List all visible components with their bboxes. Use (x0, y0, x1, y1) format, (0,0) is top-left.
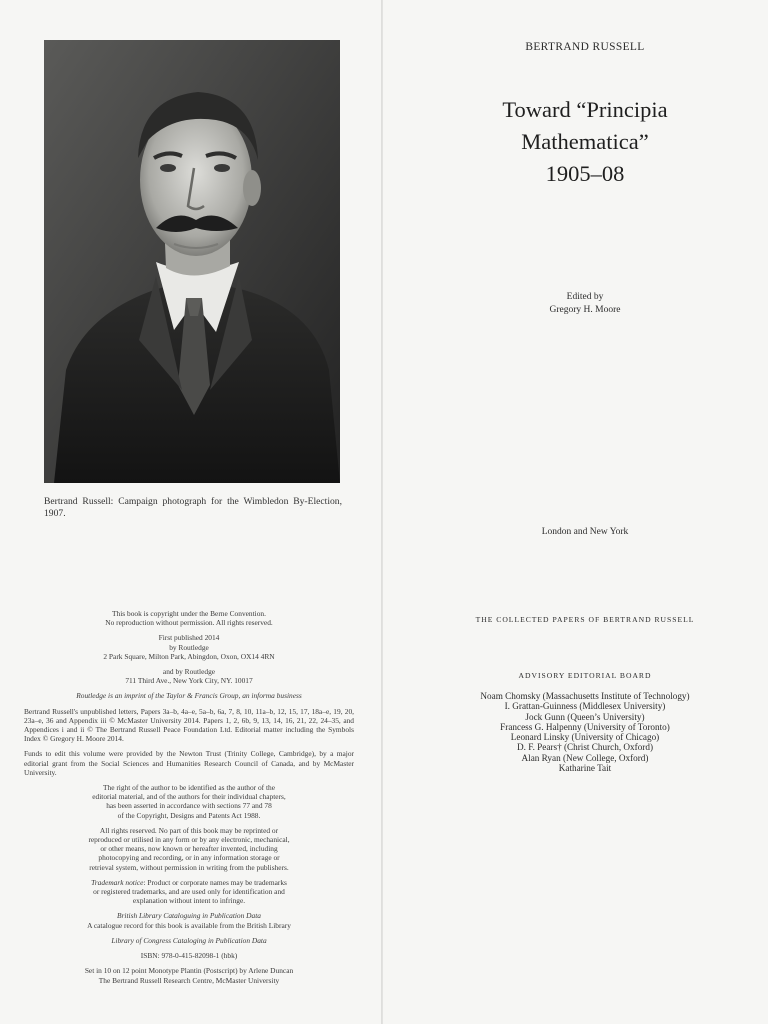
author-name: BERTRAND RUSSELL (525, 41, 645, 53)
bl-cip-heading: British Library Cataloguing in Publication Data (117, 911, 261, 921)
no-reproduction-line: No reproduction without permission. All rights reserved. (105, 618, 273, 628)
title-line: Toward “Principia (502, 97, 668, 122)
moral-rights-line: has been asserted in accordance with sections 77 and 78 (106, 801, 272, 811)
board-member: Noam Chomsky (Massachusetts Institute of Technology) (480, 691, 690, 701)
title-line: Mathematica” (521, 129, 649, 154)
trademark-line: or registered trademarks, and are used only for identification and (93, 887, 285, 897)
board-member: Jock Gunn (Queen’s University) (525, 711, 645, 722)
frontispiece-photo (44, 40, 340, 483)
board-heading: ADVISORY EDITORIAL BOARD (518, 671, 652, 680)
routledge-us-address: 711 Third Ave., New York City, NY. 10017 (125, 676, 253, 686)
all-rights-notice (24, 826, 354, 872)
copyright-block (24, 609, 354, 991)
all-rights-line: retrieval system, without permission in writing from the publishers. (89, 862, 289, 872)
all-rights-line: All rights reserved. No part of this book may be reprinted or (99, 825, 279, 835)
book-title (420, 94, 750, 190)
berne-convention-line: This book is copyright under the Berne Convention. (112, 609, 266, 618)
moral-rights-line: of the Copyright, Designs and Patents Act 1988. (117, 810, 261, 820)
typeset-line-2: The Bertrand Russell Research Centre, McMaster University (98, 975, 280, 985)
routledge-uk-address: 2 Park Square, Milton Park, Abingdon, Oxon, OX14 4RN (103, 651, 275, 661)
board-member: Leonard Linsky (University of Chicago) (510, 732, 660, 743)
isbn: ISBN: 978-0-415-82098-1 (hbk) (140, 951, 238, 961)
moral-rights-line: The right of the author to be identified as the author of the (103, 783, 275, 793)
trademark-label: Trademark notice (91, 877, 144, 887)
by-routledge-line: by Routledge (169, 642, 209, 652)
and-by-routledge-line: and by Routledge (162, 667, 216, 677)
title-line: 1905–08 (545, 161, 625, 186)
trademark-line: : Product or corporate names may be trademarks (143, 877, 287, 887)
trademark-line: explanation without intent to infringe. (132, 896, 246, 906)
frontispiece-caption: Bertrand Russell: Campaign photograph for the Wimbledon By-Election, 1907. (44, 496, 342, 519)
editor-block (420, 291, 750, 317)
first-published-line: First published 2014 (158, 633, 220, 643)
all-rights-line: or other means, now known or hereafter invented, including (100, 844, 278, 854)
series-title: THE COLLECTED PAPERS OF BERTRAND RUSSELL (475, 615, 695, 624)
funding-notice: Funds to edit this volume were provided by the Newton Trust (Trinity College, Cambridge), by a major editorial grant from the Social Sciences and Humanities Research Council of Canada, and by McMaster University. (24, 749, 354, 777)
moral-rights-line: editorial material, and of the authors for their individual chapters, (92, 792, 286, 802)
board-member: I. Grattan-Guinness (Middlesex University) (504, 701, 666, 712)
board-member: Alan Ryan (New College, Oxford) (521, 752, 649, 763)
page-fold (381, 0, 383, 1024)
loc-cip-heading: Library of Congress Cataloging in Publication Data (111, 935, 267, 945)
board-member: D. F. Pears† (Christ Church, Oxford) (516, 742, 654, 753)
publisher-place: London and New York (541, 527, 629, 537)
all-rights-line: reproduced or utilised in any form or by any electronic, mechanical, (88, 835, 290, 845)
imprint-note: Routledge is an imprint of the Taylor & Francis Group, an informa business (76, 691, 302, 701)
edited-by-label: Edited by (566, 292, 604, 302)
trademark-notice (24, 878, 354, 906)
unpublished-papers-notice: Bertrand Russell's unpublished letters, Papers 3a–b, 4a–e, 5a–b, 6a, 7, 8, 10, 11a–b, 12, 15, 17, 18a–e, 19, 20, 23a–e, 36 and Appendix iii © McMaster University 2014. Papers 1, 2, 6b, 9, 13, 14, 16, 21, 22, 24–35, and Appendices i and ii © The Bertrand Russell Peace Foundation Ltd. Editorial matter including the Symbols Index © Gregory H. Moore 2014. (24, 706, 354, 744)
moral-rights-notice (24, 783, 354, 820)
board-members (420, 691, 750, 773)
editor-name: Gregory H. Moore (549, 305, 621, 315)
board-member: Katharine Tait (558, 763, 612, 774)
typeset-line: Set in 10 on 12 point Monotype Plantin (Postscript) by Arlene Duncan (84, 966, 294, 976)
bl-cip-text: A catalogue record for this book is available from the British Library (87, 920, 291, 930)
board-member: Francess G. Halpenny (University of Toronto) (500, 721, 670, 732)
all-rights-line: photocopying and recording, or in any information storage or (98, 853, 280, 863)
